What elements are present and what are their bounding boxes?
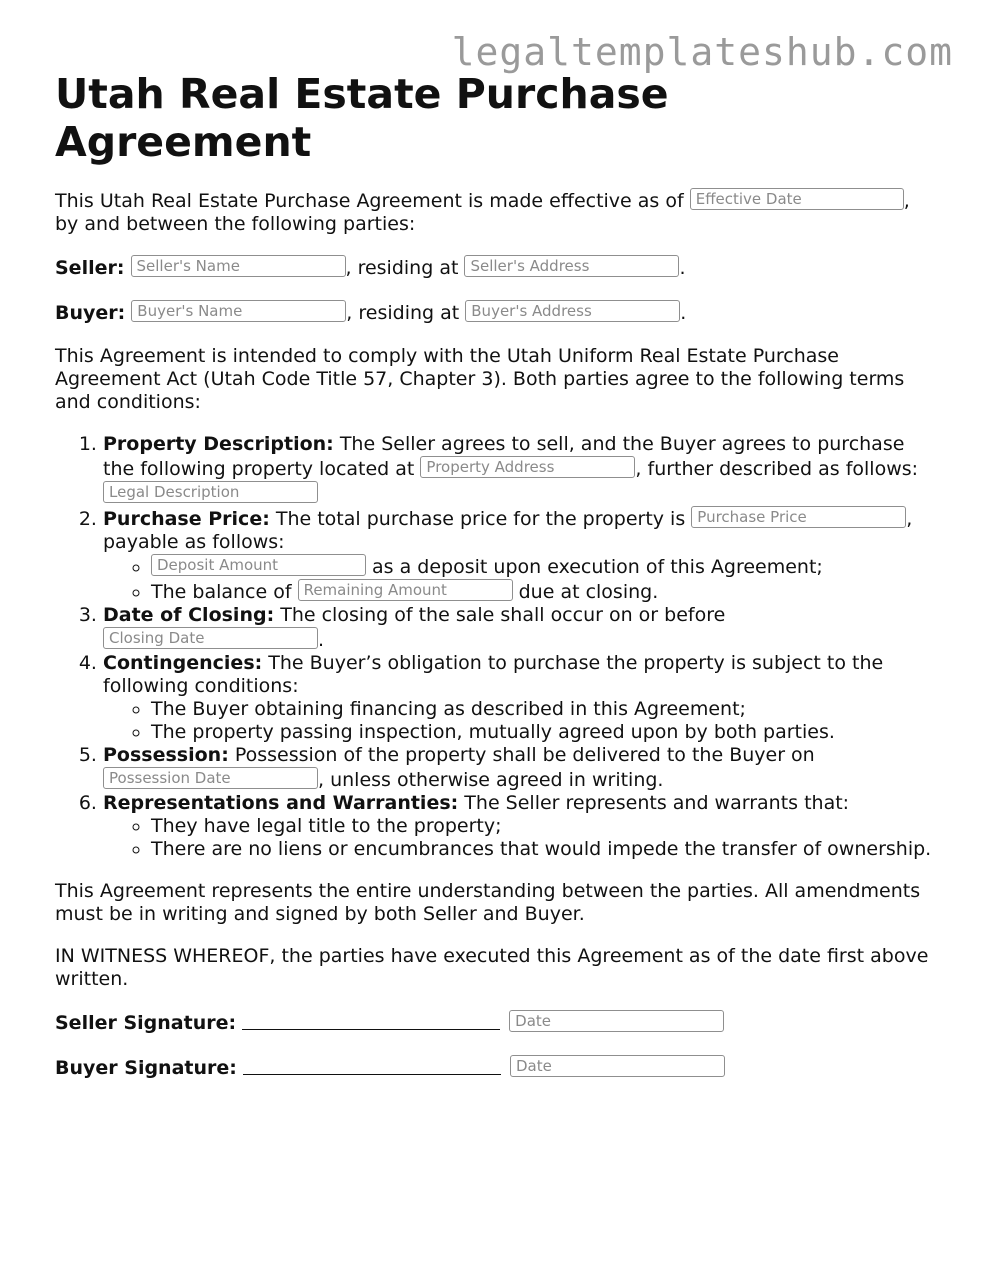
buyer-signature-line[interactable] [243, 1056, 501, 1075]
property-text-2: , further described as follows: [635, 458, 919, 480]
closing-text: The closing of the sale shall occur on or before [274, 604, 726, 626]
contingencies-heading: Contingencies: [103, 652, 263, 674]
closing-period: . [318, 629, 325, 651]
seller-label: Seller: [55, 257, 125, 279]
seller-residing-text: , residing at [345, 257, 465, 279]
seller-name-field[interactable]: Seller's Name [131, 255, 346, 277]
buyer-signature-row [55, 1055, 935, 1080]
property-text: The Seller agrees to sell, and the Buyer agrees to purchase the following property located at [103, 433, 905, 480]
remaining-amount-field[interactable]: Remaining Amount [298, 579, 513, 601]
seller-line [55, 255, 935, 280]
deposit-amount-field[interactable]: Deposit Amount [151, 554, 366, 576]
list-item: ◦ The property passing inspection, mutually agreed upon by both parties. [151, 721, 935, 744]
property-address-field[interactable]: Property Address [420, 456, 635, 478]
term-possession [103, 744, 935, 792]
intro-paragraph [55, 188, 935, 236]
buyer-residing-text: , residing at [346, 302, 466, 324]
term-contingencies [103, 652, 935, 744]
buyer-date-field[interactable]: Date [510, 1055, 725, 1077]
seller-signature-label: Seller Signature: [55, 1012, 237, 1034]
watermark: legaltemplateshub.com [451, 30, 953, 74]
price-heading: Purchase Price: [103, 508, 270, 530]
price-text-2: , payable as follows: [103, 508, 913, 553]
page-title: Utah Real Estate Purchase Agreement [55, 70, 669, 166]
list-item: ◦ There are no liens or encumbrances that would impede the transfer of ownership. [151, 838, 935, 861]
legal-description-field[interactable]: Legal Description [103, 481, 318, 503]
intro-text-2: by and between the following parties: [55, 213, 416, 235]
term-price [103, 506, 935, 604]
balance-text-2: due at closing. [512, 581, 659, 603]
price-text: The total purchase price for the property is [269, 508, 692, 530]
closing-date-field[interactable]: Closing Date [103, 627, 318, 649]
buyer-signature-label: Buyer Signature: [55, 1057, 237, 1079]
contingencies-list [103, 698, 935, 744]
buyer-address-field[interactable]: Buyer's Address [465, 300, 680, 322]
contingencies-text: The Buyer’s obligation to purchase the property is subject to the following conditions: [103, 652, 884, 697]
term-warranties [103, 792, 935, 861]
deposit-text: as a deposit upon execution of this Agreement; [366, 556, 823, 578]
term-closing [103, 604, 935, 652]
purchase-price-field[interactable]: Purchase Price [691, 506, 906, 528]
witness-paragraph: IN WITNESS WHEREOF, the parties have executed this Agreement as of the date first above written. [55, 945, 929, 990]
buyer-line [55, 300, 935, 325]
closing-heading: Date of Closing: [103, 604, 275, 626]
list-item: ◦ They have legal title to the property; [151, 815, 935, 838]
terms-list [55, 433, 935, 861]
possession-text: Possession of the property shall be delivered to the Buyer on [228, 744, 815, 766]
warranties-heading: Representations and Warranties: [103, 792, 459, 814]
property-heading: Property Description: [103, 433, 334, 455]
buyer-label: Buyer: [55, 302, 126, 324]
compliance-paragraph: This Agreement is intended to comply with the Utah Uniform Real Estate Purchase Agreement Act (Utah Code Title 57, Chapter 3). Both parties agree to the following terms and conditions: [55, 345, 905, 413]
buyer-name-field[interactable]: Buyer's Name [131, 300, 346, 322]
entire-agreement-paragraph: This Agreement represents the entire understanding between the parties. All amendments must be in writing and signed by both Seller and Buyer. [55, 880, 921, 925]
term-property [103, 433, 935, 506]
document [55, 70, 935, 1100]
seller-signature-line[interactable] [242, 1011, 500, 1030]
effective-date-field[interactable]: Effective Date [690, 188, 904, 210]
seller-date-field[interactable]: Date [509, 1010, 724, 1032]
list-item: ◦ The Buyer obtaining financing as described in this Agreement; [151, 698, 935, 721]
payment-list [103, 554, 935, 604]
intro-comma: , [903, 190, 910, 212]
balance-text: The balance of [151, 581, 298, 603]
possession-text-2: , unless otherwise agreed in writing. [318, 769, 664, 791]
buyer-period: . [680, 302, 687, 324]
seller-period: . [679, 257, 686, 279]
seller-signature-row [55, 1010, 935, 1035]
warranties-text: The Seller represents and warrants that: [458, 792, 850, 814]
possession-heading: Possession: [103, 744, 229, 766]
possession-date-field[interactable]: Possession Date [103, 767, 318, 789]
list-item [151, 554, 935, 579]
intro-text: This Utah Real Estate Purchase Agreement is made effective as of [55, 190, 690, 212]
seller-address-field[interactable]: Seller's Address [464, 255, 679, 277]
warranties-list [103, 815, 935, 861]
list-item [151, 579, 935, 604]
